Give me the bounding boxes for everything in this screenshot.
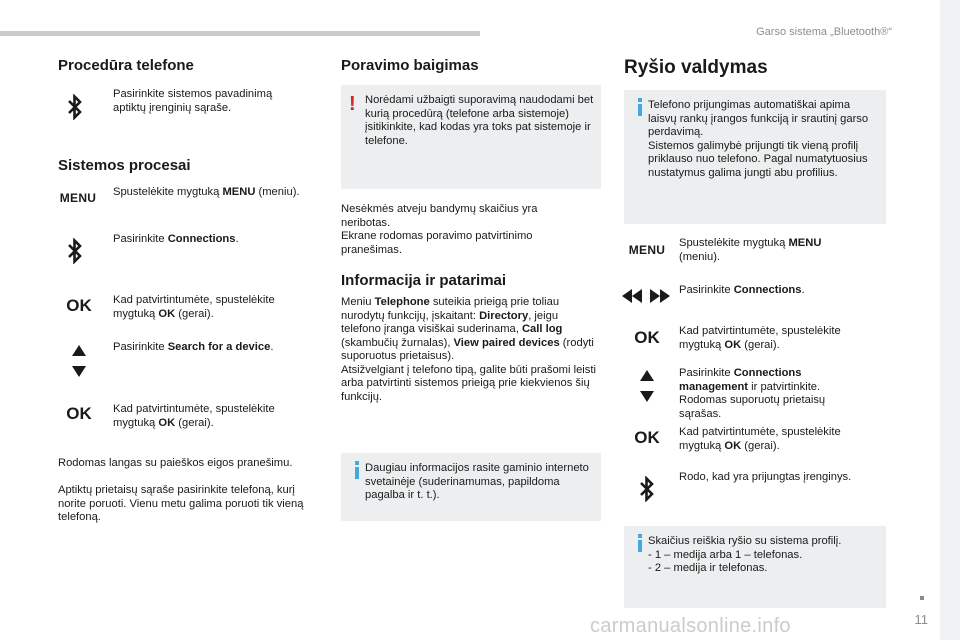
step-bold: MENU — [222, 186, 256, 198]
header-bar — [0, 31, 480, 36]
step-connections-management — [679, 367, 859, 421]
info-icon — [632, 534, 648, 552]
step-text: (gerai). — [175, 416, 214, 429]
paragraph-failure — [341, 203, 581, 257]
menu-icon — [626, 241, 668, 259]
step-text: Spustelėkite mygtuką — [113, 186, 223, 198]
menu-icon — [58, 189, 98, 207]
warning-box — [341, 85, 601, 189]
step-text: (gerai). — [175, 307, 214, 320]
paragraph-search-window: Rodomas langas su paieškos eigos pranešimu. — [58, 457, 293, 469]
step-text: Spustelėkite mygtuką — [679, 237, 789, 249]
step-bold: OK — [158, 416, 176, 429]
section-title-phone-procedure: Procedūra telefone — [58, 57, 194, 74]
step-device-connected: Rodo, kad yra prijungtas įrenginys. — [679, 471, 852, 483]
page-edge-bar — [940, 0, 960, 640]
step-confirm-ok-2 — [113, 403, 313, 430]
ok-icon-label: OK — [634, 428, 660, 447]
step-text: ir patvirtinkite. Rodomas suporuotų prietaisų sąrašas. — [679, 380, 826, 420]
page-number: 11 — [914, 612, 928, 627]
paragraph-line: Nesėkmės atveju bandymų skaičius yra neribotas. — [341, 203, 538, 229]
text-bold: View paired devices — [453, 336, 560, 349]
section-title-info-tips: Informacija ir patarimai — [341, 272, 507, 289]
paragraph-select-phone: Aptiktų prietaisų sąraše pasirinkite telefoną, kurį norite poruoti. Vienu metu galima poruoti tik vieną telefoną. — [58, 484, 304, 523]
step-text: Pasirinkite — [679, 367, 734, 379]
page-header-title: Garso sistema „Bluetooth®“ — [756, 26, 892, 38]
step-confirm-ok-2 — [679, 426, 879, 453]
step-confirm-ok-1 — [679, 325, 879, 352]
up-down-arrows-icon — [634, 368, 660, 404]
note-line: Sistemos galimybė prijungti tik vieną profilį priklauso nuo telefono. Pagal numatytuosius nustatymus galima jungti abu profilius. — [648, 139, 868, 179]
info-icon — [349, 461, 365, 479]
text-bold: Telephone — [374, 296, 430, 308]
step-bold: Connections management — [679, 367, 802, 393]
watermark: carmanualsonline.info — [590, 615, 791, 637]
left-right-arrows-icon — [622, 286, 670, 306]
text-bold: Call log — [521, 323, 563, 335]
step-bold: OK — [158, 307, 176, 320]
step-press-menu — [679, 237, 859, 264]
bluetooth-icon — [60, 236, 90, 266]
ok-icon — [628, 326, 666, 350]
step-text: . — [801, 284, 805, 296]
step-text: Kad patvirtintumėte, spustelėkite mygtuką — [113, 403, 275, 429]
step-text: Kad patvirtintumėte, spustelėkite mygtuką — [679, 426, 841, 452]
menu-icon-label: MENU — [628, 243, 666, 257]
bluetooth-icon — [60, 92, 90, 122]
step-search-device — [113, 341, 313, 355]
note-line: Telefono prijungimas automatiškai apima laisvų rankų įrangos funkciją ir srautinį garso perdavimą. — [648, 99, 869, 138]
ok-icon-label: OK — [66, 296, 92, 315]
step-bold: Search for a device — [167, 341, 271, 353]
ok-icon — [60, 294, 98, 318]
step-text: (gerai). — [741, 439, 780, 452]
step-select-connections — [113, 233, 303, 247]
step-text: Kad patvirtintumėte, spustelėkite mygtuką — [679, 325, 841, 351]
step-bold: OK — [724, 338, 742, 351]
info-icon — [632, 98, 648, 116]
page-marker — [920, 596, 924, 600]
warning-text: Norėdami užbaigti suporavimą naudodami bet kurią procedūrą (telefone arba sistemoje) įsitikinkite, kad kodas yra toks pat sistemoje ir telefone. — [365, 94, 594, 147]
step-bold: Connections — [167, 233, 236, 245]
info-note-text: Daugiau informacijos rasite gaminio interneto svetainėje (suderinamumas, papildoma pagalba ir t. t.). — [365, 462, 589, 501]
text-run: suteikia prieigą prie toliau nurodytų funkcijų, įskaitant: — [341, 296, 560, 322]
ok-icon-label: OK — [66, 404, 92, 423]
menu-icon-label: MENU — [59, 191, 97, 205]
text-run: , jeigu telefono įranga visiškai suderinama, — [341, 309, 559, 335]
note-line: - 1 – medija arba 1 – telefonas. — [648, 548, 803, 561]
step-bold: Connections — [733, 284, 802, 296]
step-text: Pasirinkite — [679, 284, 734, 296]
step-bold: OK — [724, 439, 742, 452]
warning-icon: ! — [349, 93, 356, 115]
text-run: (rodyti suporuotus prietaisus). — [341, 336, 594, 362]
bluetooth-icon — [632, 474, 662, 504]
up-down-arrows-icon — [66, 343, 92, 379]
paragraph-line: Ekrane rodomas poravimo patvirtinimo pranešimas. — [341, 230, 533, 256]
paragraph-telephone-menu — [341, 296, 599, 404]
text-bold: Directory — [479, 309, 529, 322]
info-note-text — [648, 99, 880, 180]
step-text: . — [270, 341, 274, 353]
step-select-system-name: Pasirinkite sistemos pavadinimą aptiktų įrenginių sąraše. — [113, 88, 273, 114]
step-bold: MENU — [788, 237, 822, 249]
info-note-box — [624, 526, 886, 608]
step-text: (meniu). — [679, 250, 721, 263]
paragraph-line: Atsižvelgiant į telefono tipą, galite būti prašomi leisti arba patvirtinti sistemos prieigą prie kiekvienos šių funkcijų. — [341, 363, 596, 403]
section-title-system-procedures: Sistemos procesai — [58, 157, 191, 174]
step-text: Pasirinkite — [113, 233, 168, 245]
ok-icon — [60, 402, 98, 426]
step-text: (meniu). — [255, 186, 300, 198]
section-title-pairing-completion: Poravimo baigimas — [341, 57, 479, 74]
ok-icon — [628, 426, 666, 450]
info-note-box — [624, 90, 886, 224]
note-line: Skaičius reiškia ryšio su sistema profilį. — [648, 535, 842, 547]
step-confirm-ok-1 — [113, 294, 313, 321]
info-note-box — [341, 453, 601, 521]
note-line: - 2 – medija ir telefonas. — [648, 562, 768, 574]
ok-icon-label: OK — [634, 328, 660, 347]
section-title-connection-management: Ryšio valdymas — [624, 57, 768, 78]
step-select-connections — [679, 284, 859, 298]
step-text: . — [235, 233, 239, 245]
text-run: (skambučių žurnalas), — [341, 336, 454, 349]
info-note-text — [648, 535, 880, 576]
step-press-menu — [113, 186, 303, 200]
step-text: Kad patvirtintumėte, spustelėkite mygtuką — [113, 294, 275, 320]
text-run: Meniu — [341, 296, 375, 308]
step-text: (gerai). — [741, 338, 780, 351]
step-text: Pasirinkite — [113, 341, 168, 353]
